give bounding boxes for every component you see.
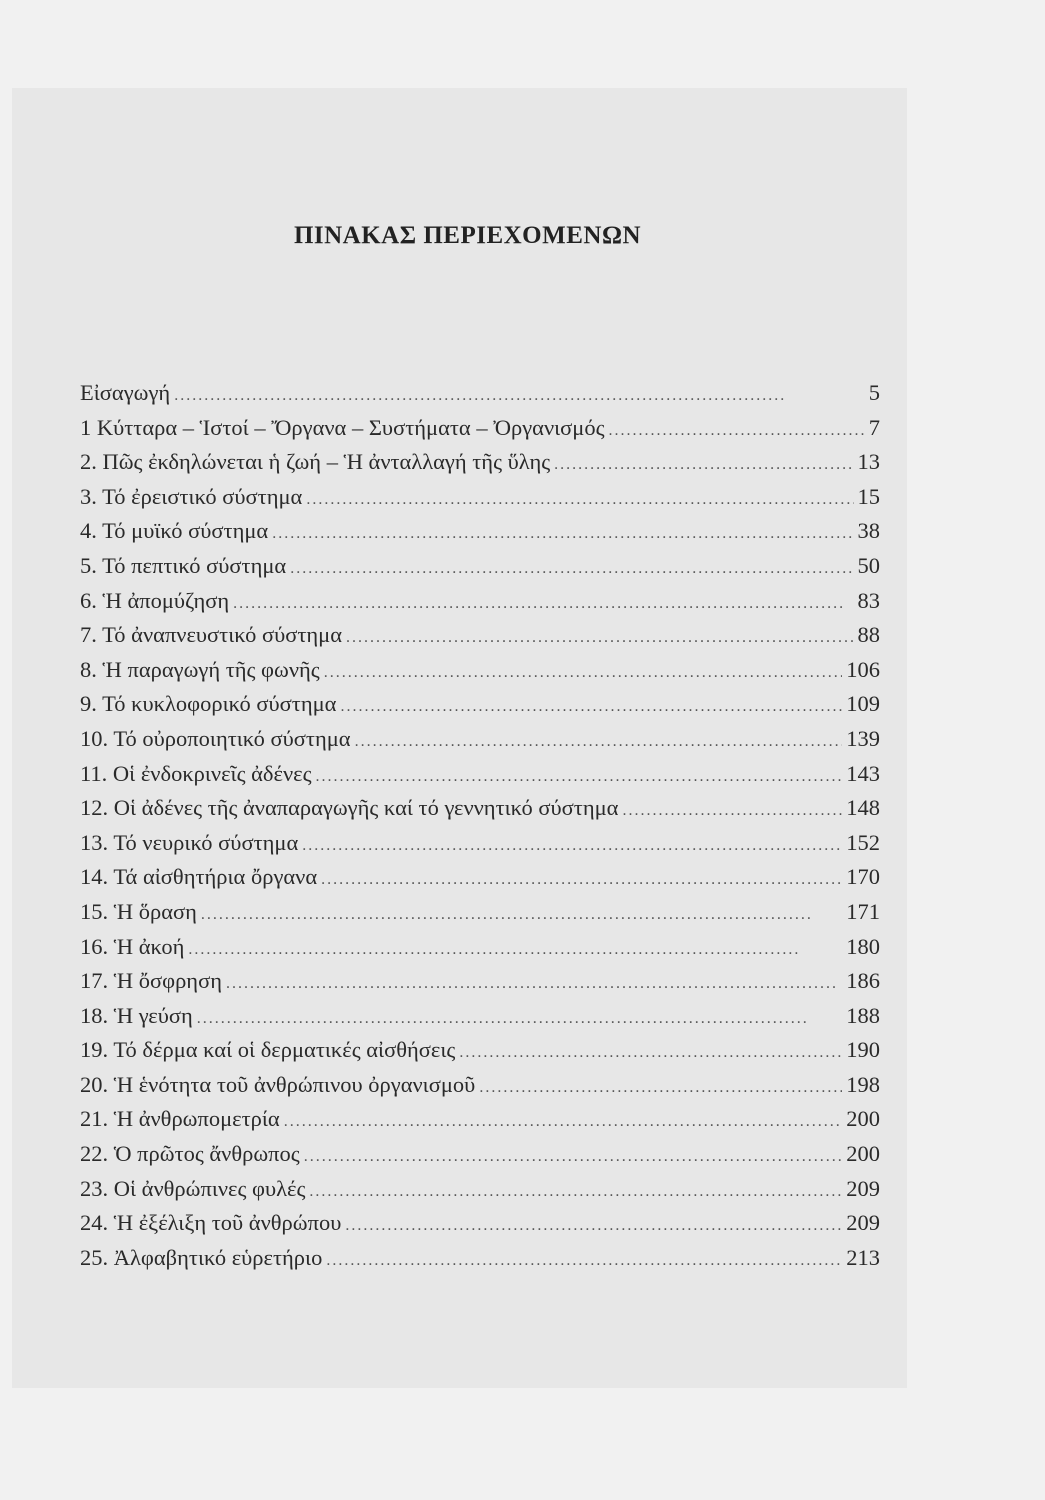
- toc-dot-leader: [622, 794, 842, 829]
- toc-entry-title: 19. Τό δέρμα καί οἱ δερματικές αἰσθήσεις: [80, 1037, 456, 1063]
- toc-dot-leader: [304, 1140, 843, 1175]
- toc-entry: [80, 653, 880, 688]
- toc-page-number: 148: [846, 795, 880, 821]
- toc-dot-leader: [345, 1209, 842, 1244]
- toc-entry: [80, 687, 880, 722]
- toc-dot-leader: [459, 1036, 842, 1071]
- toc-entry-title: 20. Ἡ ἑνότητα τοῦ ἀνθρώπινου ὀργανισμοῦ: [80, 1071, 476, 1097]
- toc-page-number: 213: [846, 1244, 880, 1270]
- toc-entry: [80, 549, 880, 584]
- toc-entry: [80, 791, 880, 826]
- toc-entry: [80, 964, 880, 999]
- toc-entry: [80, 757, 880, 792]
- toc-page-number: 170: [846, 864, 880, 890]
- toc-dot-leader: [201, 898, 842, 933]
- toc-entry: [80, 411, 880, 446]
- toc-page-number: 186: [846, 968, 880, 994]
- toc-entry-title: 13. Τό νευρικό σύστημα: [80, 829, 299, 855]
- toc-page-number: 209: [846, 1210, 880, 1236]
- toc-page-number: 171: [846, 898, 880, 924]
- toc-dot-leader: [554, 448, 853, 483]
- toc-entry-title: 10. Τό οὐροποιητικό σύστημα: [80, 725, 351, 751]
- toc-page-number: 152: [846, 829, 880, 855]
- toc-dot-leader: [479, 1071, 842, 1106]
- toc-dot-leader: [188, 933, 842, 968]
- toc-page-number: 15: [857, 483, 880, 509]
- toc-dot-leader: [226, 967, 842, 1002]
- toc-dot-leader: [324, 656, 843, 691]
- toc-dot-leader: [284, 1105, 843, 1140]
- toc-entry-title: Εἰσαγωγή: [80, 380, 171, 405]
- toc-page-number: 5: [868, 380, 880, 405]
- toc-page-number: 209: [846, 1175, 880, 1201]
- toc-entry-title: 14. Τά αἰσθητήρια ὄργανα: [80, 864, 318, 890]
- toc-entry-title: 4. Τό μυϊκό σύστημα: [80, 518, 269, 544]
- toc-entry: [80, 895, 880, 930]
- toc-entry-title: 25. Ἀλφαβητικό εὑρετήριο: [80, 1244, 323, 1270]
- toc-entry-title: 11. Οἱ ἐνδοκρινεῖς ἀδένες: [80, 760, 312, 786]
- toc-page-number: 109: [846, 691, 880, 717]
- toc-dot-leader: [174, 379, 865, 414]
- toc-entry-title: 9. Τό κυκλοφορικό σύστημα: [80, 691, 337, 717]
- toc-entry: [80, 860, 880, 895]
- toc-entry: [80, 480, 880, 515]
- toc-page-number: 38: [857, 518, 880, 544]
- toc-entry: [80, 376, 880, 411]
- toc-page-number: 200: [846, 1141, 880, 1167]
- toc-page-number: 143: [846, 760, 880, 786]
- toc-page-number: 83: [857, 587, 880, 613]
- toc-dot-leader: [306, 483, 853, 518]
- toc-entry-title: 17. Ἡ ὄσφρηση: [80, 968, 222, 994]
- toc-entry: [80, 445, 880, 480]
- toc-entry-title: 21. Ἡ ἀνθρωπομετρία: [80, 1106, 280, 1132]
- toc-entry: [80, 1241, 880, 1276]
- toc-dot-leader: [290, 552, 853, 587]
- toc-entry-title: 16. Ἡ ἀκοή: [80, 933, 185, 959]
- toc-dot-leader: [326, 1244, 842, 1279]
- toc-entry-title: 18. Ἡ γεύση: [80, 1002, 193, 1028]
- toc-dot-leader: [197, 1002, 842, 1037]
- toc-dot-leader: [233, 587, 853, 622]
- toc-entry-title: 8. Ἡ παραγωγή τῆς φωνῆς: [80, 656, 320, 682]
- toc-page-number: 200: [846, 1106, 880, 1132]
- toc-entry-title: 12. Οἱ ἀδένες τῆς ἀναπαραγωγῆς καί τό γεννητικό σύστημα: [80, 795, 619, 821]
- toc-page-number: 180: [846, 933, 880, 959]
- toc-entry: [80, 722, 880, 757]
- toc-page-number: 139: [846, 725, 880, 751]
- toc-entry-title: 7. Τό ἀναπνευστικό σύστημα: [80, 622, 343, 648]
- toc-entry: [80, 1033, 880, 1068]
- toc-dot-leader: [609, 414, 865, 449]
- toc-entry-title: 15. Ἡ ὅραση: [80, 898, 197, 924]
- toc-dot-leader: [321, 863, 842, 898]
- toc-dot-leader: [316, 760, 843, 795]
- toc-entry: [80, 1102, 880, 1137]
- page-title: ΠΙΝΑΚΑΣ ΠΕΡΙΕΧΟΜΕΝΩΝ: [293, 222, 642, 249]
- toc-dot-leader: [340, 690, 842, 725]
- toc-entry-title: 22. Ὁ πρῶτος ἄνθρωπος: [80, 1141, 300, 1167]
- toc-entry: [80, 514, 880, 549]
- toc-entry-title: 2. Πῶς ἐκδηλώνεται ἡ ζωή – Ἡ ἀνταλλαγή τῆς ὕλης: [80, 449, 551, 475]
- table-of-contents: [80, 376, 880, 1275]
- toc-page-number: 50: [857, 552, 880, 578]
- toc-entry: [80, 999, 880, 1034]
- toc-entry-title: 5. Τό πεπτικό σύστημα: [80, 552, 287, 578]
- toc-entry-title: 24. Ἡ ἐξέλιξη τοῦ ἀνθρώπου: [80, 1210, 342, 1236]
- toc-entry-title: 23. Οἱ ἀνθρώπινες φυλές: [80, 1175, 306, 1201]
- toc-page-number: 190: [846, 1037, 880, 1063]
- toc-page-number: 198: [846, 1071, 880, 1097]
- toc-entry-title: 1 Κύτταρα – Ἱστοί – Ὄργανα – Συστήματα – Ὀργανισμός: [80, 414, 605, 440]
- toc-page-number: 88: [857, 622, 880, 648]
- toc-entry: [80, 930, 880, 965]
- toc-entry-title: 3. Τό ἐρειστικό σύστημα: [80, 483, 303, 509]
- toc-dot-leader: [346, 621, 853, 656]
- toc-page-number: 188: [846, 1002, 880, 1028]
- toc-entry: [80, 1137, 880, 1172]
- toc-entry: [80, 1172, 880, 1207]
- toc-entry: [80, 618, 880, 653]
- toc-entry: [80, 826, 880, 861]
- toc-page-number: 7: [868, 414, 880, 440]
- toc-dot-leader: [272, 517, 853, 552]
- toc-dot-leader: [355, 725, 843, 760]
- toc-page-number: 13: [857, 449, 880, 475]
- toc-entry: [80, 584, 880, 619]
- toc-entry: [80, 1206, 880, 1241]
- toc-dot-leader: [309, 1175, 842, 1210]
- toc-entry-title: 6. Ἡ ἀπομύζηση: [80, 587, 230, 613]
- toc-entry: [80, 1068, 880, 1103]
- toc-page-number: 106: [846, 656, 880, 682]
- toc-dot-leader: [302, 829, 842, 864]
